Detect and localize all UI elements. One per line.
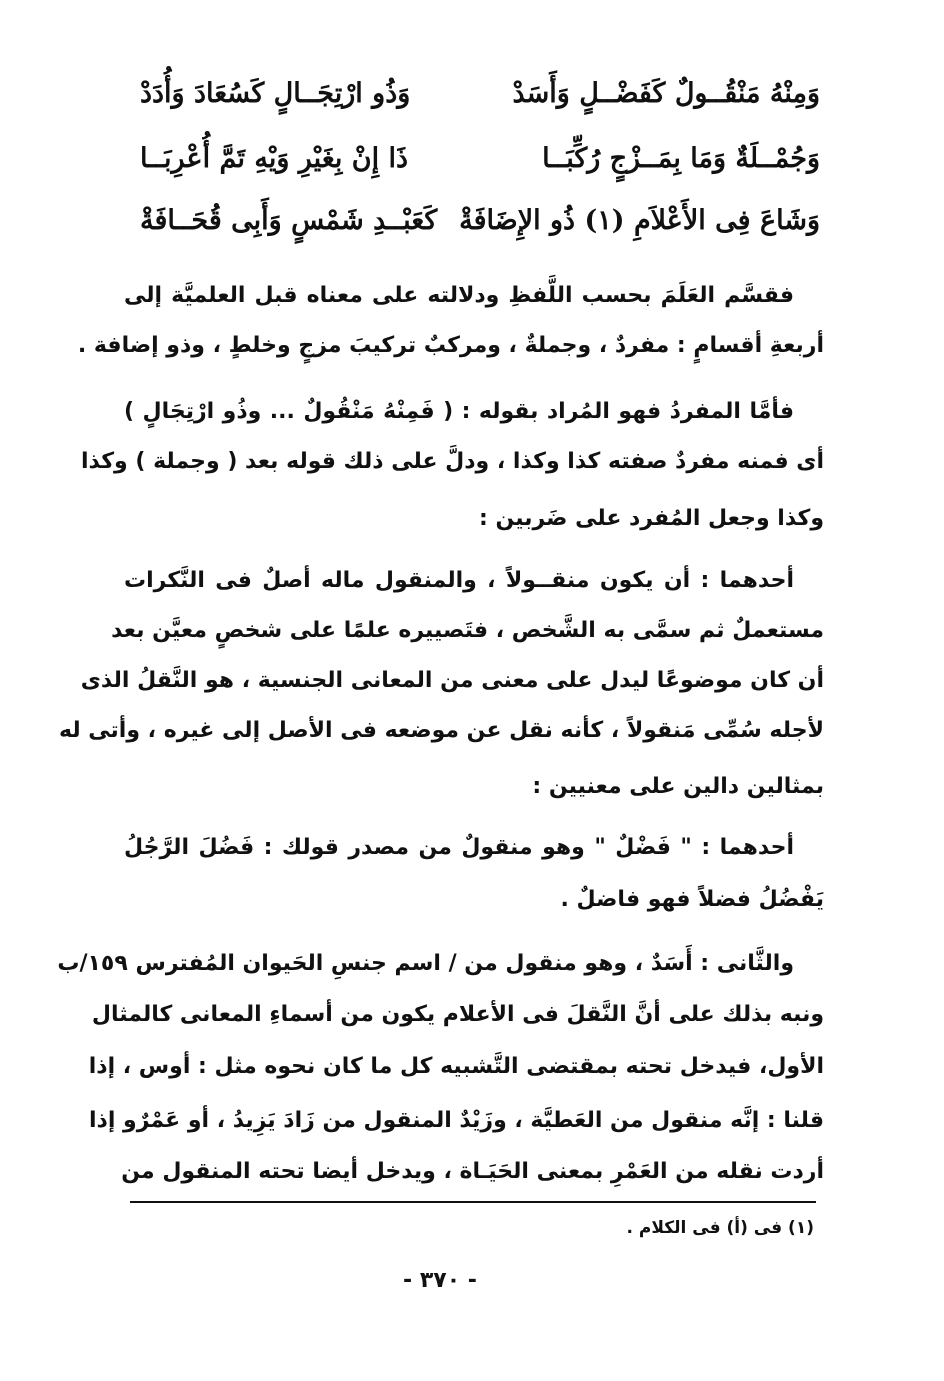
verse-1-second-hemistich: وَذُو ارْتِجَــالٍ كَسُعَادَ وَأُدَدْ xyxy=(140,78,411,109)
footnote-divider xyxy=(130,1201,816,1203)
body-line: ونبه بذلك على أنَّ النَّقلَ فى الأعلام يكون من أسماءِ المعانى كالمثال xyxy=(91,1002,824,1027)
body-line: مستعملٌ ثم سمَّى به الشَّخص ، فتَصييره علمًا على شخصٍ معيَّن بعد xyxy=(111,618,824,643)
verse-2 xyxy=(140,143,820,203)
verse-2-second-hemistich: ذَا إِنْ بِغَيْرِ وَيْهِ تَمَّ أُعْرِبَــا xyxy=(140,143,409,174)
body-line: فقسَّم العَلَمَ بحسب اللَّفظِ ودلالته على معناه قبل العلميَّة إلى xyxy=(124,283,794,308)
body-line: والثَّانى : أَسَدٌ ، وهو منقول من / اسم جنسِ الحَيوان المُفترس ١٥٩/ب xyxy=(57,951,794,976)
body-line: أحدهما : أن يكون منقــولاً ، والمنقول ماله أصلٌ فى النَّكرات xyxy=(124,568,794,593)
verse-1 xyxy=(140,78,820,138)
body-line: فأمَّا المفردُ فهو المُراد بقوله : ( فَمِنْهُ مَنْقُولٌ ... وذُو ارْتِجَالٍ ) xyxy=(124,399,794,424)
footnote: (١) فى (أ) فى الكلام . xyxy=(626,1218,814,1238)
verse-3-second-hemistich: كَعَبْــدِ شَمْسٍ وَأَبِى قُحَــافَةْ xyxy=(140,205,438,236)
body-line: أى فمنه مفردٌ صفته كذا وكذا ، ودلَّ على ذلك قوله بعد ( وجملة ) وكذا xyxy=(80,449,824,474)
body-line: أحدهما : " فَضْلٌ " وهو منقولٌ من مصدر قولك : فَضُلَ الرَّجُلُ xyxy=(124,835,794,860)
verse-3-first-hemistich: وَشَاعَ فِى الأَعْلاَمِ (١) ذُو الإِضَافَةْ xyxy=(459,205,820,236)
body-line: وكذا وجعل المُفرد على ضَربين : xyxy=(478,506,824,531)
body-line: أن كان موضوعًا ليدل على معنى من المعانى الجنسية ، هو النَّقلُ الذى xyxy=(80,668,824,693)
body-line: أردت نقله من العَمْرِ بمعنى الحَيَـاة ، ويدخل أيضا تحته المنقول من xyxy=(121,1159,824,1184)
body-line: لأجله سُمِّى مَنقولاً ، كأنه نقل عن موضعه فى الأصل إلى غيره ، وأتى له xyxy=(59,718,824,743)
verse-2-first-hemistich: وَجُمْــلَةٌ وَمَا بِمَــزْجٍ رُكِّبَــا xyxy=(542,143,820,174)
verse-1-first-hemistich: وَمِنْهُ مَنْقُــولٌ كَفَضْــلٍ وَأَسَدْ xyxy=(512,78,820,109)
body-line: أربعةِ أقسامٍ : مفردٌ ، وجملةٌ ، ومركبٌ تركيبَ مزجٍ وخلطٍ ، وذو إضافة . xyxy=(77,333,824,358)
page-number: - ٣٧٠ - xyxy=(403,1268,477,1293)
body-line: يَفْضُلُ فضلاً فهو فاضلٌ . xyxy=(560,887,824,912)
body-line: قلنا : إنَّه منقول من العَطيَّة ، وزَيْدٌ المنقول من زَادَ يَزِيدُ ، أو عَمْرٌو إذا xyxy=(89,1108,824,1133)
verse-3 xyxy=(140,205,820,265)
body-line: بمثالين دالين على معنيين : xyxy=(532,774,824,799)
body-line: الأول، فيدخل تحته بمقتضى التَّشبيه كل ما كان نحوه مثل : أوس ، إذا xyxy=(88,1054,824,1079)
